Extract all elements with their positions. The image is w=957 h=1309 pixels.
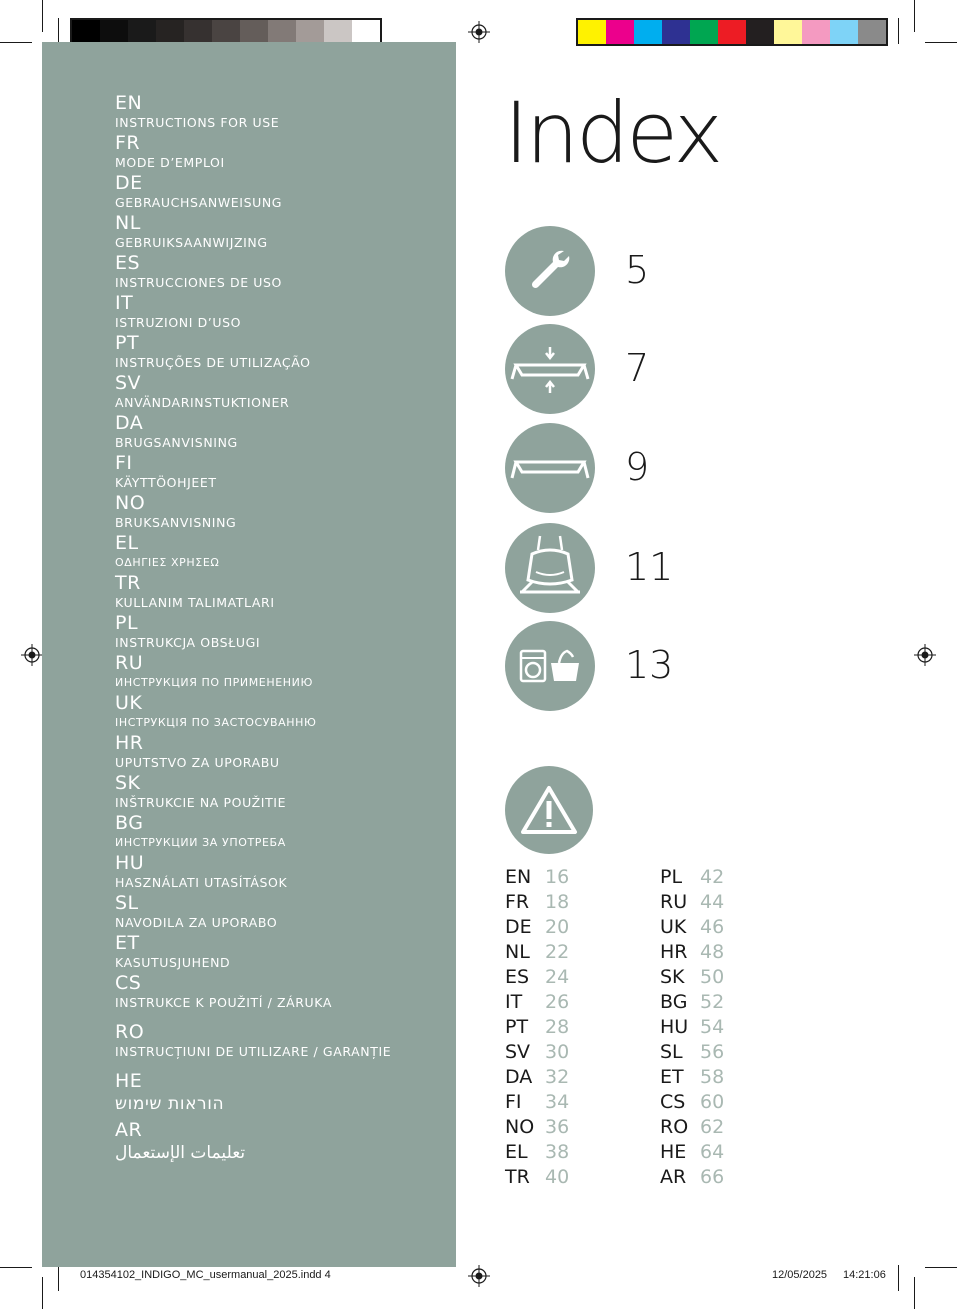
color-swatch — [718, 20, 746, 44]
language-page-code: ES — [505, 966, 530, 988]
color-swatch — [578, 20, 606, 44]
language-page-number: 48 — [700, 941, 725, 963]
language-entry — [115, 132, 435, 172]
language-title: GEBRUIKSAANWIJZING — [115, 235, 268, 250]
language-title: INSTRUKCJA OBSŁUGI — [115, 635, 261, 650]
crop-mark — [42, 1277, 43, 1309]
language-code: ES — [115, 252, 141, 274]
language-page-code: BG — [660, 991, 688, 1013]
color-swatch — [746, 20, 774, 44]
language-title: KULLANIM TALIMATLARI — [115, 595, 275, 610]
language-title: تعليمات الإستعمال — [115, 1143, 246, 1163]
language-page-row — [660, 1016, 724, 1041]
language-page-row — [505, 941, 569, 966]
language-code: TR — [115, 572, 141, 594]
language-page-code: EN — [505, 866, 532, 888]
language-entry — [115, 892, 435, 932]
language-code: RU — [115, 652, 144, 674]
language-code: EN — [115, 92, 143, 114]
language-page-number: 46 — [700, 916, 725, 938]
wrench-icon — [505, 226, 595, 316]
language-page-code: RO — [660, 1116, 689, 1138]
language-code: NL — [115, 212, 141, 234]
language-title: INSTRUCTIONS FOR USE — [115, 115, 280, 130]
mattress-adjust-icon — [505, 324, 595, 414]
color-swatch — [240, 20, 268, 44]
language-page-row — [505, 1066, 569, 1091]
color-swatch — [100, 20, 128, 44]
language-entry — [115, 332, 435, 372]
footer-time: 14:21:06 — [843, 1269, 886, 1281]
language-page-row — [505, 966, 569, 991]
language-page-row — [660, 1166, 724, 1191]
language-title: ИНСТРУКЦИИ ЗА УПОТРЕБА — [115, 836, 286, 849]
crop-mark — [925, 42, 957, 43]
registration-mark-icon — [21, 644, 43, 666]
crop-mark — [914, 0, 915, 32]
language-code: SK — [115, 772, 141, 794]
language-page-code: FI — [505, 1091, 522, 1113]
language-page-number: 18 — [545, 891, 570, 913]
language-title: INSTRUCȚIUNI DE UTILIZARE / GARANȚIE — [115, 1044, 392, 1059]
language-page-number: 52 — [700, 991, 725, 1013]
language-code: EL — [115, 532, 139, 554]
language-page-number: 60 — [700, 1091, 725, 1113]
language-title: KASUTUSJUHEND — [115, 955, 231, 970]
language-title: BRUKSANVISNING — [115, 515, 237, 530]
language-page-code: HU — [660, 1016, 689, 1038]
language-page-row — [660, 1141, 724, 1166]
language-page-code: UK — [660, 916, 687, 938]
language-page-row — [505, 1016, 569, 1041]
language-page-number: 36 — [545, 1116, 570, 1138]
language-entry — [115, 652, 435, 692]
section-row — [505, 621, 805, 711]
language-code: PL — [115, 612, 139, 634]
bouncer-seat-icon — [505, 523, 595, 613]
language-page-code: PL — [660, 866, 683, 888]
language-page-row — [660, 991, 724, 1016]
language-title: INŠTRUKCIE NA POUŽITIE — [115, 795, 287, 810]
mattress-icon — [505, 423, 595, 513]
language-entry — [115, 852, 435, 892]
color-swatch — [128, 20, 156, 44]
language-page-code: NL — [505, 941, 530, 963]
language-page-code: RU — [660, 891, 688, 913]
footer-filename: 014354102_INDIGO_MC_usermanual_2025.indd 4 — [80, 1269, 331, 1281]
language-page-number: 22 — [545, 941, 570, 963]
language-page-code: DE — [505, 916, 532, 938]
language-page-number: 24 — [545, 966, 570, 988]
language-title: הוראות שימוש — [115, 1094, 225, 1114]
language-code: HU — [115, 852, 145, 874]
language-code: AR — [115, 1119, 143, 1141]
language-page-code: HR — [660, 941, 688, 963]
language-entry — [115, 772, 435, 812]
section-page-number: 7 — [625, 346, 650, 390]
language-title: UPUTSTVO ZA UPORABU — [115, 755, 280, 770]
language-code: FI — [115, 452, 133, 474]
color-swatch — [184, 20, 212, 44]
language-list — [115, 92, 435, 1168]
crop-mark — [925, 1267, 957, 1268]
color-swatch — [662, 20, 690, 44]
language-page-row — [505, 1091, 569, 1116]
crop-mark — [58, 18, 59, 44]
language-page-code: IT — [505, 991, 523, 1013]
language-page-code: HE — [660, 1141, 687, 1163]
language-code: HR — [115, 732, 144, 754]
language-page-code: SV — [505, 1041, 531, 1063]
language-title: ΟΔΗΓΙΕΣ ΧΡΗΣΕΩ — [115, 556, 220, 569]
color-swatch — [296, 20, 324, 44]
language-entry — [115, 412, 435, 452]
language-title: NAVODILA ZA UPORABO — [115, 915, 278, 930]
section-row — [505, 324, 805, 414]
footer-date: 12/05/2025 — [772, 1269, 828, 1281]
language-page-row — [505, 1041, 569, 1066]
language-entry — [115, 972, 435, 1021]
language-entry — [115, 292, 435, 332]
language-page-code: PT — [505, 1016, 529, 1038]
language-entry — [115, 1021, 435, 1070]
language-title: BRUGSANVISNING — [115, 435, 238, 450]
registration-mark-icon — [468, 1265, 490, 1287]
color-swatch — [72, 20, 100, 44]
language-page-number: 50 — [700, 966, 725, 988]
language-page-row — [505, 1116, 569, 1141]
language-page-number: 44 — [700, 891, 725, 913]
language-page-row — [660, 866, 724, 891]
language-code: ET — [115, 932, 140, 954]
language-page-row — [660, 891, 724, 916]
language-entry — [115, 1119, 435, 1168]
language-page-code: FR — [505, 891, 530, 913]
crop-mark — [42, 0, 43, 32]
color-swatch — [156, 20, 184, 44]
language-entry — [115, 732, 435, 772]
language-title: ANVÄNDARINSTUKTIONER — [115, 395, 290, 410]
language-page-code: SK — [660, 966, 685, 988]
language-page-number: 20 — [545, 916, 570, 938]
language-entry — [115, 252, 435, 292]
language-page-row — [505, 916, 569, 941]
language-page-code: ET — [660, 1066, 684, 1088]
section-page-number: 9 — [625, 445, 650, 489]
language-title: ISTRUZIONI D’USO — [115, 315, 242, 330]
section-row — [505, 423, 805, 513]
language-page-number: 58 — [700, 1066, 725, 1088]
color-swatch — [802, 20, 830, 44]
language-entry — [115, 532, 435, 572]
crop-mark — [914, 1277, 915, 1309]
crop-mark — [58, 1265, 59, 1291]
language-page-row — [660, 1091, 724, 1116]
warning-icon — [505, 766, 593, 854]
registration-mark-icon — [914, 644, 936, 666]
language-title: GEBRAUCHSANWEISUNG — [115, 195, 283, 210]
color-swatch — [830, 20, 858, 44]
language-page-number: 30 — [545, 1041, 570, 1063]
color-swatch — [324, 20, 352, 44]
language-entry — [115, 812, 435, 852]
language-page-number: 28 — [545, 1016, 570, 1038]
language-page-number: 54 — [700, 1016, 725, 1038]
page-title: Index — [504, 84, 721, 182]
language-page-number: 16 — [545, 866, 570, 888]
language-page-row — [660, 1041, 724, 1066]
language-page-code: EL — [505, 1141, 528, 1163]
cmyk-color-bar — [576, 18, 888, 46]
language-entry — [115, 172, 435, 212]
section-page-number: 11 — [625, 545, 674, 589]
language-page-row — [660, 1116, 724, 1141]
color-swatch — [634, 20, 662, 44]
language-page-list-left — [505, 866, 569, 1191]
language-page-row — [660, 966, 724, 991]
language-page-number: 66 — [700, 1166, 725, 1188]
language-code: NO — [115, 492, 146, 514]
language-title: MODE D’EMPLOI — [115, 155, 225, 170]
language-code: FR — [115, 132, 141, 154]
section-page-number: 5 — [625, 248, 650, 292]
language-page-number: 34 — [545, 1091, 570, 1113]
language-page-number: 64 — [700, 1141, 725, 1163]
language-code: PT — [115, 332, 140, 354]
language-code: IT — [115, 292, 134, 314]
language-entry — [115, 612, 435, 652]
section-page-number: 13 — [625, 643, 674, 687]
language-page-row — [660, 941, 724, 966]
language-entry — [115, 372, 435, 412]
language-title: HASZNÁLATI UTASÍTÁSOK — [115, 875, 288, 890]
language-page-number: 32 — [545, 1066, 570, 1088]
color-swatch — [268, 20, 296, 44]
language-title: INSTRUÇÕES DE UTILIZAÇÃO — [115, 355, 311, 370]
washing-icon — [505, 621, 595, 711]
language-title: ИНСТРУКЦИЯ ПО ПРИМЕНЕНИЮ — [115, 676, 313, 689]
language-entry — [115, 92, 435, 132]
language-page-code: AR — [660, 1166, 687, 1188]
language-entry — [115, 932, 435, 972]
language-title: ІНСТРУКЦІЯ ПО ЗАСТОСУВАННЮ — [115, 716, 317, 729]
language-page-row — [505, 891, 569, 916]
language-page-code: CS — [660, 1091, 686, 1113]
language-entry — [115, 572, 435, 612]
language-code: CS — [115, 972, 142, 994]
language-code: BG — [115, 812, 144, 834]
language-page-number: 40 — [545, 1166, 570, 1188]
language-code: SL — [115, 892, 139, 914]
color-swatch — [774, 20, 802, 44]
language-code: DA — [115, 412, 144, 434]
language-page-number: 42 — [700, 866, 725, 888]
language-entry — [115, 1070, 435, 1119]
crop-mark — [898, 18, 899, 44]
language-entry — [115, 492, 435, 532]
language-title: INSTRUCCIONES DE USO — [115, 275, 282, 290]
language-page-number: 38 — [545, 1141, 570, 1163]
language-entry — [115, 452, 435, 492]
section-row — [505, 523, 805, 613]
language-code: UK — [115, 692, 143, 714]
language-page-number: 26 — [545, 991, 570, 1013]
color-swatch — [690, 20, 718, 44]
language-page-row — [505, 1141, 569, 1166]
language-page-row — [660, 1066, 724, 1091]
language-page-row — [505, 866, 569, 891]
language-code: SV — [115, 372, 142, 394]
language-page-code: SL — [660, 1041, 683, 1063]
language-title: KÄYTTÖOHJEET — [115, 475, 217, 490]
language-page-number: 62 — [700, 1116, 725, 1138]
language-code: HE — [115, 1070, 143, 1092]
language-page-number: 56 — [700, 1041, 725, 1063]
language-page-code: TR — [505, 1166, 530, 1188]
language-code: RO — [115, 1021, 145, 1043]
crop-mark — [898, 1265, 899, 1291]
crop-mark — [0, 42, 32, 43]
language-page-row — [505, 991, 569, 1016]
color-swatch — [858, 20, 886, 44]
language-page-code: DA — [505, 1066, 533, 1088]
language-page-row — [660, 916, 724, 941]
language-page-code: NO — [505, 1116, 535, 1138]
section-row — [505, 226, 805, 316]
language-entry — [115, 692, 435, 732]
color-swatch — [352, 20, 380, 44]
language-page-row — [505, 1166, 569, 1191]
registration-mark-icon — [468, 21, 490, 43]
color-swatch — [212, 20, 240, 44]
language-entry — [115, 212, 435, 252]
crop-mark — [0, 1267, 32, 1268]
color-swatch — [606, 20, 634, 44]
language-title: INSTRUKCE K POUŽITÍ / ZÁRUKA — [115, 995, 333, 1010]
language-code: DE — [115, 172, 143, 194]
language-page-list-right — [660, 866, 724, 1191]
